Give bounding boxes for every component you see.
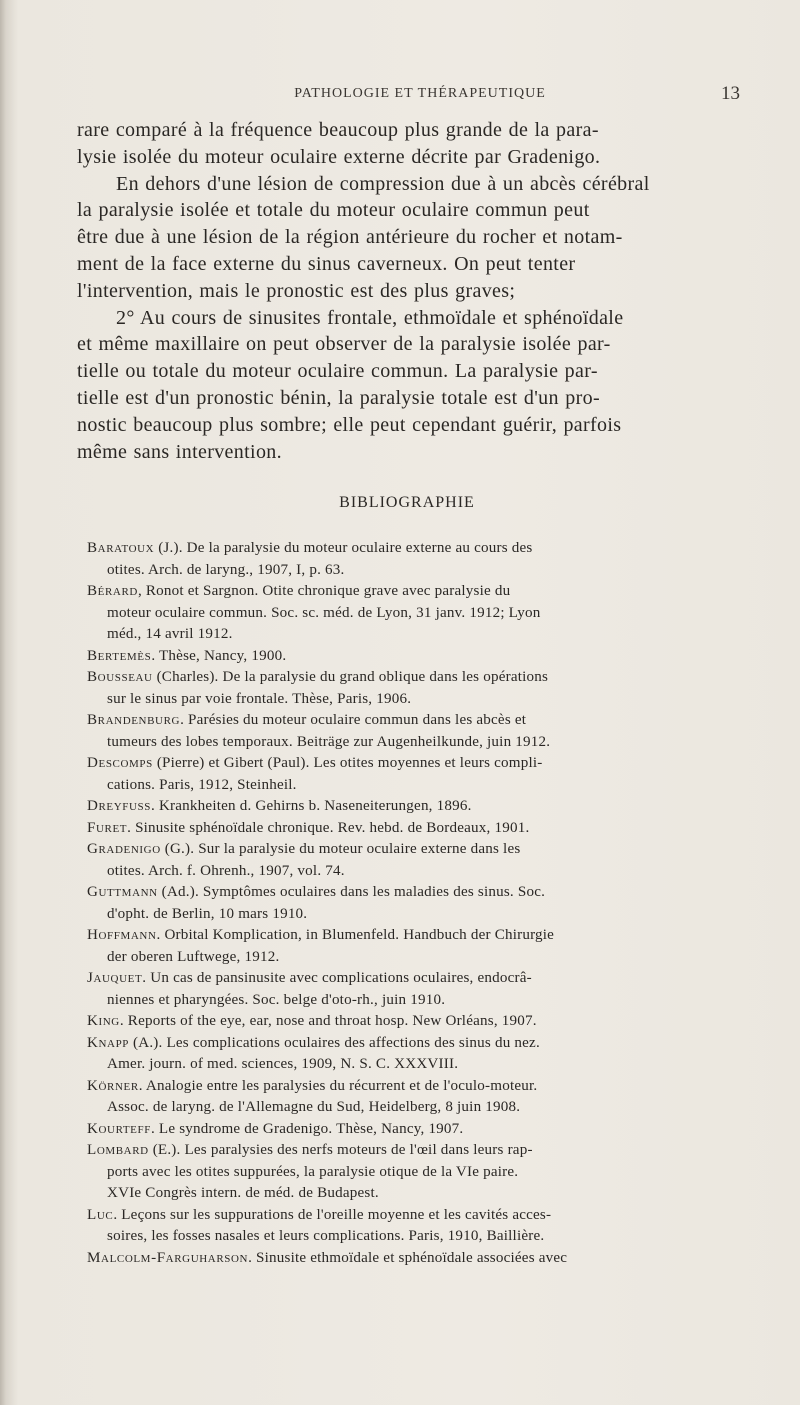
running-header: PATHOLOGIE ET THÉRAPEUTIQUE <box>294 86 546 101</box>
bibliography-entry <box>87 925 737 968</box>
bibliography-line: méd., 14 avril 1912. <box>107 626 233 642</box>
bibliography-text: . Le syndrome de Gradenigo. Thèse, Nancy, 1907. <box>150 1120 464 1137</box>
bibliography-author: Bertemès <box>87 647 152 664</box>
bibliography-line <box>87 796 737 818</box>
bibliography-text: . Analogie entre les paralysies du récurrent et de l'oculo-moteur. <box>138 1077 538 1094</box>
body-line: 2° Au cours de sinusites frontale, ethmoïdale et sphénoïdale <box>116 306 624 329</box>
bibliography-text: . Sinusite ethmoïdale et sphénoïdale associées avec <box>248 1249 568 1266</box>
bibliography-line: moteur oculaire commun. Soc. sc. méd. de Lyon, 31 janv. 1912; Lyon <box>107 604 541 621</box>
bibliography-text: (A.). Les complications oculaires des affections des sinus du nez. <box>129 1034 540 1051</box>
body-paragraphs <box>77 117 737 465</box>
bibliography-text: (Pierre) et Gibert (Paul). Les otites moyennes et leurs compli- <box>152 755 543 771</box>
bibliography-entry <box>87 710 737 753</box>
bibliography-line <box>87 1119 737 1141</box>
body-line: En dehors d'une lésion de compression due à un abcès cérébral <box>116 172 650 195</box>
bibliography-author: Kourteff <box>87 1120 151 1137</box>
bibliography-author: Hoffmann <box>87 927 157 943</box>
bibliography-text: (Ad.). Symptômes oculaires dans les maladies des sinus. Soc. <box>157 884 546 900</box>
bibliography-author: Furet <box>87 819 128 836</box>
bibliography-text: . Sinusite sphénoïdale chronique. Rev. hebd. de Bordeaux, 1901. <box>127 819 530 836</box>
body-line: même sans intervention. <box>77 440 283 463</box>
body-line: tielle est d'un pronostic bénin, la paralysie totale est d'un pro- <box>77 386 600 409</box>
bibliography-author: King <box>87 1013 120 1029</box>
bibliography-text: . Parésies du moteur oculaire commun dans les abcès et <box>180 712 527 728</box>
bibliography-line <box>87 968 737 990</box>
bibliography-entry <box>87 581 737 646</box>
bibliography-line: sur le sinus par voie frontale. Thèse, Paris, 1906. <box>107 690 412 707</box>
body-line: être due à une lésion de la région antérieure du rocher et notam- <box>77 226 623 249</box>
bibliography-line <box>87 839 737 861</box>
bibliography-line: XVIe Congrès intern. de méd. de Budapest. <box>107 1185 379 1201</box>
bibliography-text: . Reports of the eye, ear, nose and throat hosp. New Orléans, 1907. <box>119 1013 537 1029</box>
body-line: et même maxillaire on peut observer de la paralysie isolée par- <box>77 333 611 356</box>
bibliography-line <box>87 818 737 840</box>
body-line: ment de la face externe du sinus caverneux. On peut tenter <box>77 252 576 275</box>
bibliography-line: otites. Arch. de laryng., 1907, I, p. 63. <box>107 561 345 578</box>
bibliography-entry <box>87 1011 737 1033</box>
bibliography-line <box>87 710 737 732</box>
bibliography-author: Bousseau <box>87 669 153 685</box>
bibliography-text: (J.). De la paralysie du moteur oculaire externe au cours des <box>154 540 533 556</box>
body-line: nostic beaucoup plus sombre; elle peut cependant guérir, parfois <box>77 413 622 436</box>
bibliography-line <box>87 1248 737 1270</box>
bibliography-line <box>87 667 737 689</box>
page-number: 13 <box>721 83 740 104</box>
body-line: lysie isolée du moteur oculaire externe décrite par Gradenigo. <box>77 145 601 168</box>
bibliography-text: . Leçons sur les suppurations de l'oreille moyenne et les cavités acces- <box>113 1206 552 1223</box>
bibliography-line <box>87 1205 737 1227</box>
bibliography-entry <box>87 1205 737 1248</box>
bibliography-line <box>87 1011 737 1033</box>
bibliography-line <box>87 538 737 560</box>
body-line: la paralysie isolée et totale du moteur oculaire commun peut <box>77 199 590 222</box>
bibliography-text: . Krankheiten d. Gehirns b. Naseneiterungen, 1896. <box>151 798 472 814</box>
bibliography-line: tumeurs des lobes temporaux. Beiträge zur Augenheilkunde, juin 1912. <box>107 733 551 750</box>
bibliography-line <box>87 581 737 603</box>
bibliography-entry <box>87 1140 737 1205</box>
bibliography-line: otites. Arch. f. Ohrenh., 1907, vol. 74. <box>107 862 345 879</box>
bibliography-author: Luc <box>87 1206 114 1223</box>
bibliography-author: Bérard <box>87 583 138 599</box>
bibliography-text: . Orbital Komplication, in Blumenfeld. Handbuch der Chirurgie <box>156 927 555 943</box>
bibliography-author: Guttmann <box>87 884 158 900</box>
bibliography-entry <box>87 796 737 818</box>
bibliography-list <box>87 538 737 1269</box>
bibliography-line <box>87 753 737 775</box>
bibliography-line <box>87 925 737 947</box>
bibliography-text: (Charles). De la paralysie du grand oblique dans les opérations <box>152 669 549 685</box>
bibliography-text: (E.). Les paralysies des nerfs moteurs de l'œil dans leurs rap- <box>148 1142 533 1158</box>
bibliography-author: Malcolm-Farguharson <box>87 1249 249 1266</box>
bibliography-line <box>87 646 737 668</box>
bibliography-author: Knapp <box>87 1034 130 1051</box>
body-line: tielle ou totale du moteur oculaire commun. La paralysie par- <box>77 360 598 383</box>
bibliography-entry <box>87 818 737 840</box>
bibliography-author: Körner <box>87 1077 139 1094</box>
bibliography-line <box>87 882 737 904</box>
bibliography-entry <box>87 1119 737 1141</box>
bibliography-line <box>87 1076 737 1098</box>
bibliography-author: Baratoux <box>87 540 155 556</box>
bibliography-author: Descomps <box>87 755 153 771</box>
bibliography-entry <box>87 1248 737 1270</box>
bibliography-entry <box>87 753 737 796</box>
bibliography-line: d'opht. de Berlin, 10 mars 1910. <box>107 905 308 922</box>
body-line: l'intervention, mais le pronostic est des plus graves; <box>77 279 516 302</box>
bibliography-line: ports avec les otites suppurées, la paralysie otique de la VIe paire. <box>107 1163 519 1180</box>
bibliography-entry <box>87 667 737 710</box>
bibliography-entry <box>87 839 737 882</box>
bibliography-line <box>87 1033 737 1055</box>
bibliography-line: Amer. journ. of med. sciences, 1909, N. S. C. XXXVIII. <box>107 1056 459 1072</box>
bibliography-entry <box>87 538 737 581</box>
bibliography-author: Brandenburg <box>87 712 181 728</box>
bibliography-text: . Un cas de pansinusite avec complications oculaires, endocrâ- <box>142 970 532 986</box>
bibliography-author: Gradenigo <box>87 841 161 857</box>
bibliography-entry <box>87 968 737 1011</box>
bibliography-line: soires, les fosses nasales et leurs complications. Paris, 1910, Baillière. <box>107 1228 545 1244</box>
bibliography-entry <box>87 1033 737 1076</box>
bibliography-entry <box>87 646 737 668</box>
bibliography-author: Dreyfuss <box>87 798 151 814</box>
body-line: rare comparé à la fréquence beaucoup plus grande de la para- <box>77 119 599 141</box>
bibliography-author: Jauquet <box>87 970 143 986</box>
bibliography-text: (G.). Sur la paralysie du moteur oculaire externe dans les <box>160 841 521 857</box>
bibliography-line: niennes et pharyngées. Soc. belge d'oto-rh., juin 1910. <box>107 991 446 1008</box>
bibliography-text: . Thèse, Nancy, 1900. <box>151 647 287 664</box>
bibliography-entry <box>87 882 737 925</box>
bibliography-line: der oberen Luftwege, 1912. <box>107 948 280 965</box>
bibliography-entry <box>87 1076 737 1119</box>
bibliography-line: Assoc. de laryng. de l'Allemagne du Sud, Heidelberg, 8 juin 1908. <box>107 1099 521 1115</box>
bibliography-author: Lombard <box>87 1142 149 1158</box>
bibliography-line <box>87 1140 737 1162</box>
bibliography-line: cations. Paris, 1912, Steinheil. <box>107 776 297 793</box>
bibliography-heading: BIBLIOGRAPHIE <box>339 494 475 511</box>
bibliography-text: , Ronot et Sargnon. Otite chronique grave avec paralysie du <box>137 583 511 599</box>
